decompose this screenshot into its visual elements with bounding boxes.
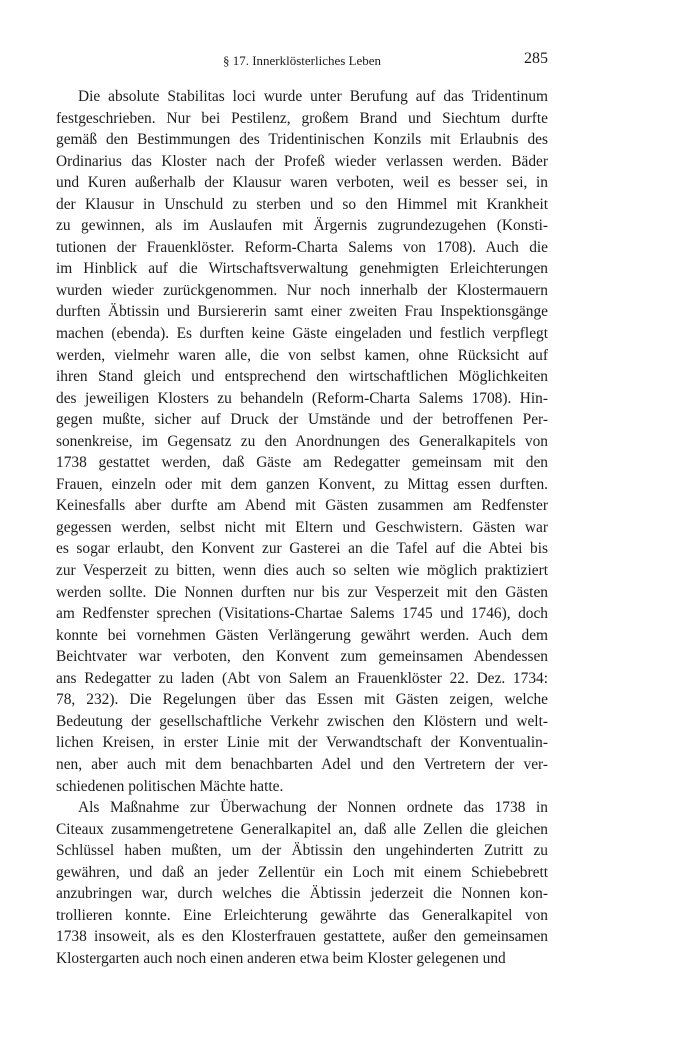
text-line: und Kuren außerhalb der Klausur waren verboten, weil es besser sei, in — [56, 174, 548, 192]
text-line: Ordinarius das Kloster nach der Profeß wieder verlassen werden. Bäder — [56, 152, 548, 170]
text-line: festgeschrieben. Nur bei Pestilenz, großem Brand und Siechtum durfte — [56, 109, 548, 127]
text-line: Die absolute Stabilitas loci wurde unter Berufung auf das Tridentinum — [78, 88, 548, 105]
text-line: gemäß den Bestimmungen des Tridentinischen Konzils mit Erlaubnis des — [56, 131, 548, 149]
text-line: werden sollte. Die Nonnen durften nur bis zur Vesperzeit mit den Gästen — [56, 583, 548, 601]
text-line: 1738 gestattet werden, daß Gäste am Redegatter gemeinsam mit den — [56, 454, 548, 472]
text-line: zu gewinnen, als im Auslaufen mit Ärgernis zugrundezugehen (Konsti- — [56, 217, 548, 235]
text-line: nen, aber auch mit dem benachbarten Adel und den Vertretern der ver- — [56, 755, 548, 773]
text-line: gegen mußte, sicher auf Druck der Umstände und der betroffenen Per- — [56, 411, 548, 429]
text-line: gewähren, und daß an jeder Zellentür ein Loch mit einem Schiebebrett — [56, 863, 548, 881]
text-line: Beichtvater war verboten, den Konvent zum gemeinsamen Abendessen — [56, 648, 548, 666]
text-line: machen (ebenda). Es durften keine Gäste eingeladen und festlich verpflegt — [56, 325, 548, 343]
page-number: 285 — [524, 50, 548, 67]
running-header — [56, 50, 548, 70]
text-line: 78, 232). Die Regelungen über das Essen mit Gästen zeigen, welche — [56, 691, 548, 709]
text-line: durften Äbtissin und Bursiererin samt einer zweiten Frau Inspektionsgänge — [56, 303, 548, 321]
text-line: Frauen, einzeln oder mit dem ganzen Konvent, zu Mittag essen durften. — [56, 475, 548, 493]
paragraph — [56, 797, 548, 969]
text-line: gegessen werden, selbst nicht mit Eltern und Geschwistern. Gästen war — [56, 518, 548, 536]
text-line: schiedenen politischen Mächte hatte. — [56, 777, 284, 795]
text-line: 1738 insoweit, als es den Klosterfrauen gestattete, außer den gemeinsamen — [56, 928, 548, 946]
text-line: Schlüssel haben mußten, um der Äbtissin den ungehinderten Zutritt zu — [56, 842, 548, 860]
text-line: es sogar erlaubt, den Konvent zur Gasterei an die Tafel auf die Abtei bis — [56, 540, 548, 558]
text-line: der Klausur in Unschuld zu sterben und so den Himmel mit Krankheit — [56, 195, 548, 213]
text-line: Bedeutung der gesellschaftliche Verkehr zwischen den Klöstern und welt- — [56, 712, 548, 730]
text-line: Keinesfalls aber durfte am Abend mit Gästen zusammen am Redfenster — [56, 497, 548, 515]
text-line: im Hinblick auf die Wirtschaftsverwaltung genehmigten Erleichterungen — [56, 260, 548, 278]
text-line: tutionen der Frauenklöster. Reform-Charta Salems von 1708). Auch die — [56, 238, 548, 256]
text-line: trollieren konnte. Eine Erleichterung gewährte das Generalkapitel von — [56, 906, 548, 924]
text-line: sonenkreise, im Gegensatz zu den Anordnungen des Generalkapitels von — [56, 432, 548, 450]
text-line: Klostergarten auch noch einen anderen etwa beim Kloster gelegenen und — [56, 949, 506, 967]
text-line: werden, vielmehr waren alle, die von selbst kamen, ohne Rücksicht auf — [56, 346, 548, 364]
text-line: ihren Stand gleich und entsprechend den wirtschaftlichen Möglichkeiten — [56, 368, 548, 386]
text-line: Citeaux zusammengetretene Generalkapitel an, daß alle Zellen die gleichen — [56, 820, 548, 838]
text-line: ans Redegatter zu laden (Abt von Salem an Frauenklöster 22. Dez. 1734: — [56, 669, 548, 687]
text-line: lichen Kreisen, in erster Linie mit der Verwandtschaft der Konventualin- — [56, 734, 548, 752]
text-line: zur Vesperzeit zu bitten, wenn dies auch so selten wie möglich praktiziert — [56, 562, 548, 580]
text-line: wurden wieder zurückgenommen. Nur noch innerhalb der Klostermauern — [56, 281, 548, 299]
paragraph — [56, 86, 548, 797]
section-heading: § 17. Innerklösterliches Leben — [222, 53, 382, 68]
text-line: am Redfenster sprechen (Visitations-Chartae Salems 1745 und 1746), doch — [56, 605, 548, 623]
text-line: konnte bei vornehmen Gästen Verlängerung gewährt werden. Auch dem — [56, 626, 548, 644]
text-line: Als Maßnahme zur Überwachung der Nonnen ordnete das 1738 in — [78, 799, 548, 817]
body-text — [56, 86, 548, 969]
text-line: anzubringen war, durch welches die Äbtissin jederzeit die Nonnen kon- — [56, 885, 548, 903]
text-line: des jeweiligen Klosters zu behandeln (Reform-Charta Salems 1708). Hin- — [56, 389, 548, 407]
